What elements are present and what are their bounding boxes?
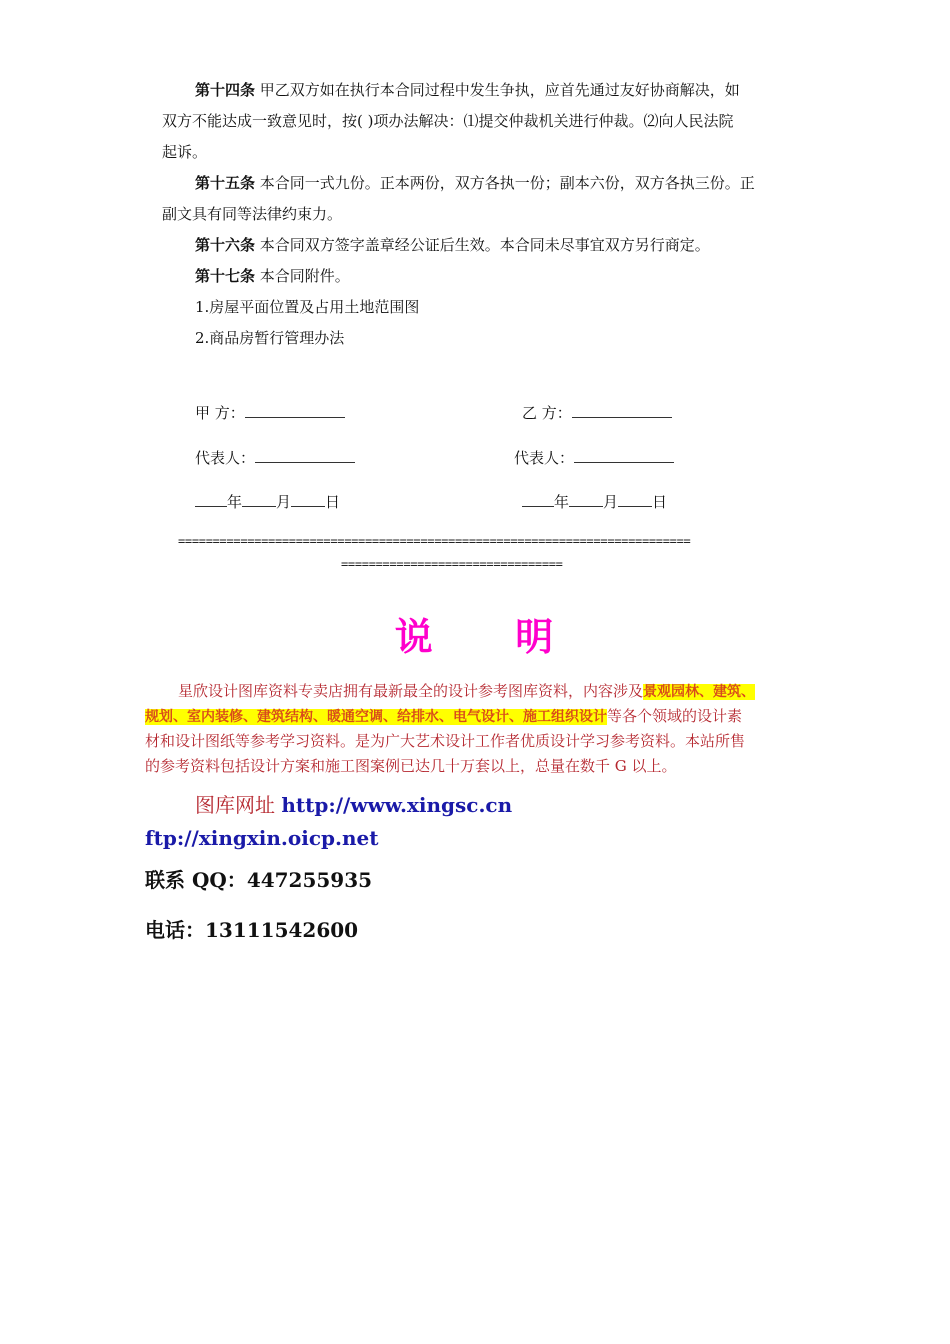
rep-a-label: 代表人： [195, 449, 256, 467]
site-row [195, 789, 512, 818]
party-b-label: 乙 方： [522, 404, 572, 422]
rep-b-blank [574, 448, 674, 463]
article-15-text: 本合同一式九份。正本两份，双方各执一份；副本六份，双方各执三份。正 [259, 174, 755, 192]
qq-number: 447255935 [246, 868, 373, 892]
rep-a-blank [255, 448, 355, 463]
article-16-label: 第十六条 [195, 236, 256, 254]
rep-b-label: 代表人： [514, 449, 575, 467]
qq-row [145, 864, 372, 893]
notice-title-char-1: 说 [394, 615, 435, 659]
party-a-blank [245, 403, 345, 418]
date-a-year-blank [195, 492, 227, 507]
date-a-month-blank [242, 492, 276, 507]
party-b-row [522, 403, 672, 423]
phone-row [145, 914, 358, 943]
date-b-day-blank [618, 492, 652, 507]
party-a-row [195, 403, 345, 423]
notice-title [0, 606, 950, 661]
date-a-row [195, 492, 340, 512]
article-17-label: 第十七条 [195, 267, 256, 285]
article-15-line2: 副文具有同等法律约束力。 [162, 205, 343, 223]
date-b-year-blank [522, 492, 554, 507]
article-14-line2: 双方不能达成一致意见时，按( )项办法解决：⑴提交仲裁机关进行仲裁。⑵向人民法院 [162, 112, 734, 130]
party-a-label: 甲 方： [195, 404, 245, 422]
notice-para-line4: 的参考资料包括设计方案和施工图案例已达几十万套以上，总量在数千 G 以上。 [145, 757, 677, 775]
article-15-label: 第十五条 [195, 174, 256, 192]
article-15-line1 [195, 173, 755, 193]
article-14-label: 第十四条 [195, 81, 256, 99]
rep-a-row [195, 448, 355, 468]
date-b-year: 年 [554, 493, 570, 511]
date-a-year: 年 [227, 493, 243, 511]
notice-title-char-2: 明 [515, 615, 556, 659]
date-a-day-blank [291, 492, 325, 507]
rep-b-row [514, 448, 674, 468]
site-url-link[interactable]: http://www.xingsc.cn [281, 793, 513, 817]
notice-highlight-2: 规划、室内装修、建筑结构、暖通空调、给排水、电气设计、施工组织设计 [145, 709, 607, 725]
article-14-text: 甲乙双方如在执行本合同过程中发生争执，应首先通过友好协商解决，如 [259, 81, 740, 99]
qq-label: 联系 QQ： [145, 868, 247, 892]
notice-para-line1 [178, 678, 755, 705]
date-b-day: 日 [652, 493, 668, 511]
notice-para-line2 [145, 703, 742, 730]
separator-line-1: ========================================================================== [178, 534, 691, 548]
article-17-line1 [195, 266, 350, 286]
phone-number: 13111542600 [205, 918, 359, 942]
notice-para-line3: 材和设计图纸等参考学习资料。是为广大艺术设计工作者优质设计学习参考资料。本站所售 [145, 732, 746, 750]
article-16-text: 本合同双方签字盖章经公证后生效。本合同未尽事宜双方另行商定。 [259, 236, 710, 254]
attachment-item-2: 2.商品房暂行管理办法 [195, 329, 345, 347]
phone-label: 电话： [145, 918, 205, 942]
date-b-month-blank [569, 492, 603, 507]
date-b-month: 月 [603, 493, 619, 511]
article-17-text: 本合同附件。 [259, 267, 350, 285]
article-14-line3: 起诉。 [162, 143, 208, 161]
attachment-item-1: 1.房屋平面位置及占用土地范围图 [195, 298, 420, 316]
party-b-blank [572, 403, 672, 418]
date-a-month: 月 [276, 493, 292, 511]
separator-line-2: ================================ [341, 557, 563, 571]
article-14-line1 [195, 80, 740, 100]
date-b-row [522, 492, 667, 512]
notice-highlight-1: 景观园林、建筑、 [643, 684, 756, 700]
ftp-link[interactable]: ftp://xingxin.oicp.net [145, 826, 379, 850]
article-16-line1 [195, 235, 710, 255]
site-label: 图库网址 [195, 793, 282, 817]
notice-para-line2-text: 等各个领域的设计素 [607, 707, 743, 725]
date-a-day: 日 [325, 493, 341, 511]
notice-para-line1-text: 星欣设计图库资料专卖店拥有最新最全的设计参考图库资料，内容涉及 [178, 682, 644, 700]
